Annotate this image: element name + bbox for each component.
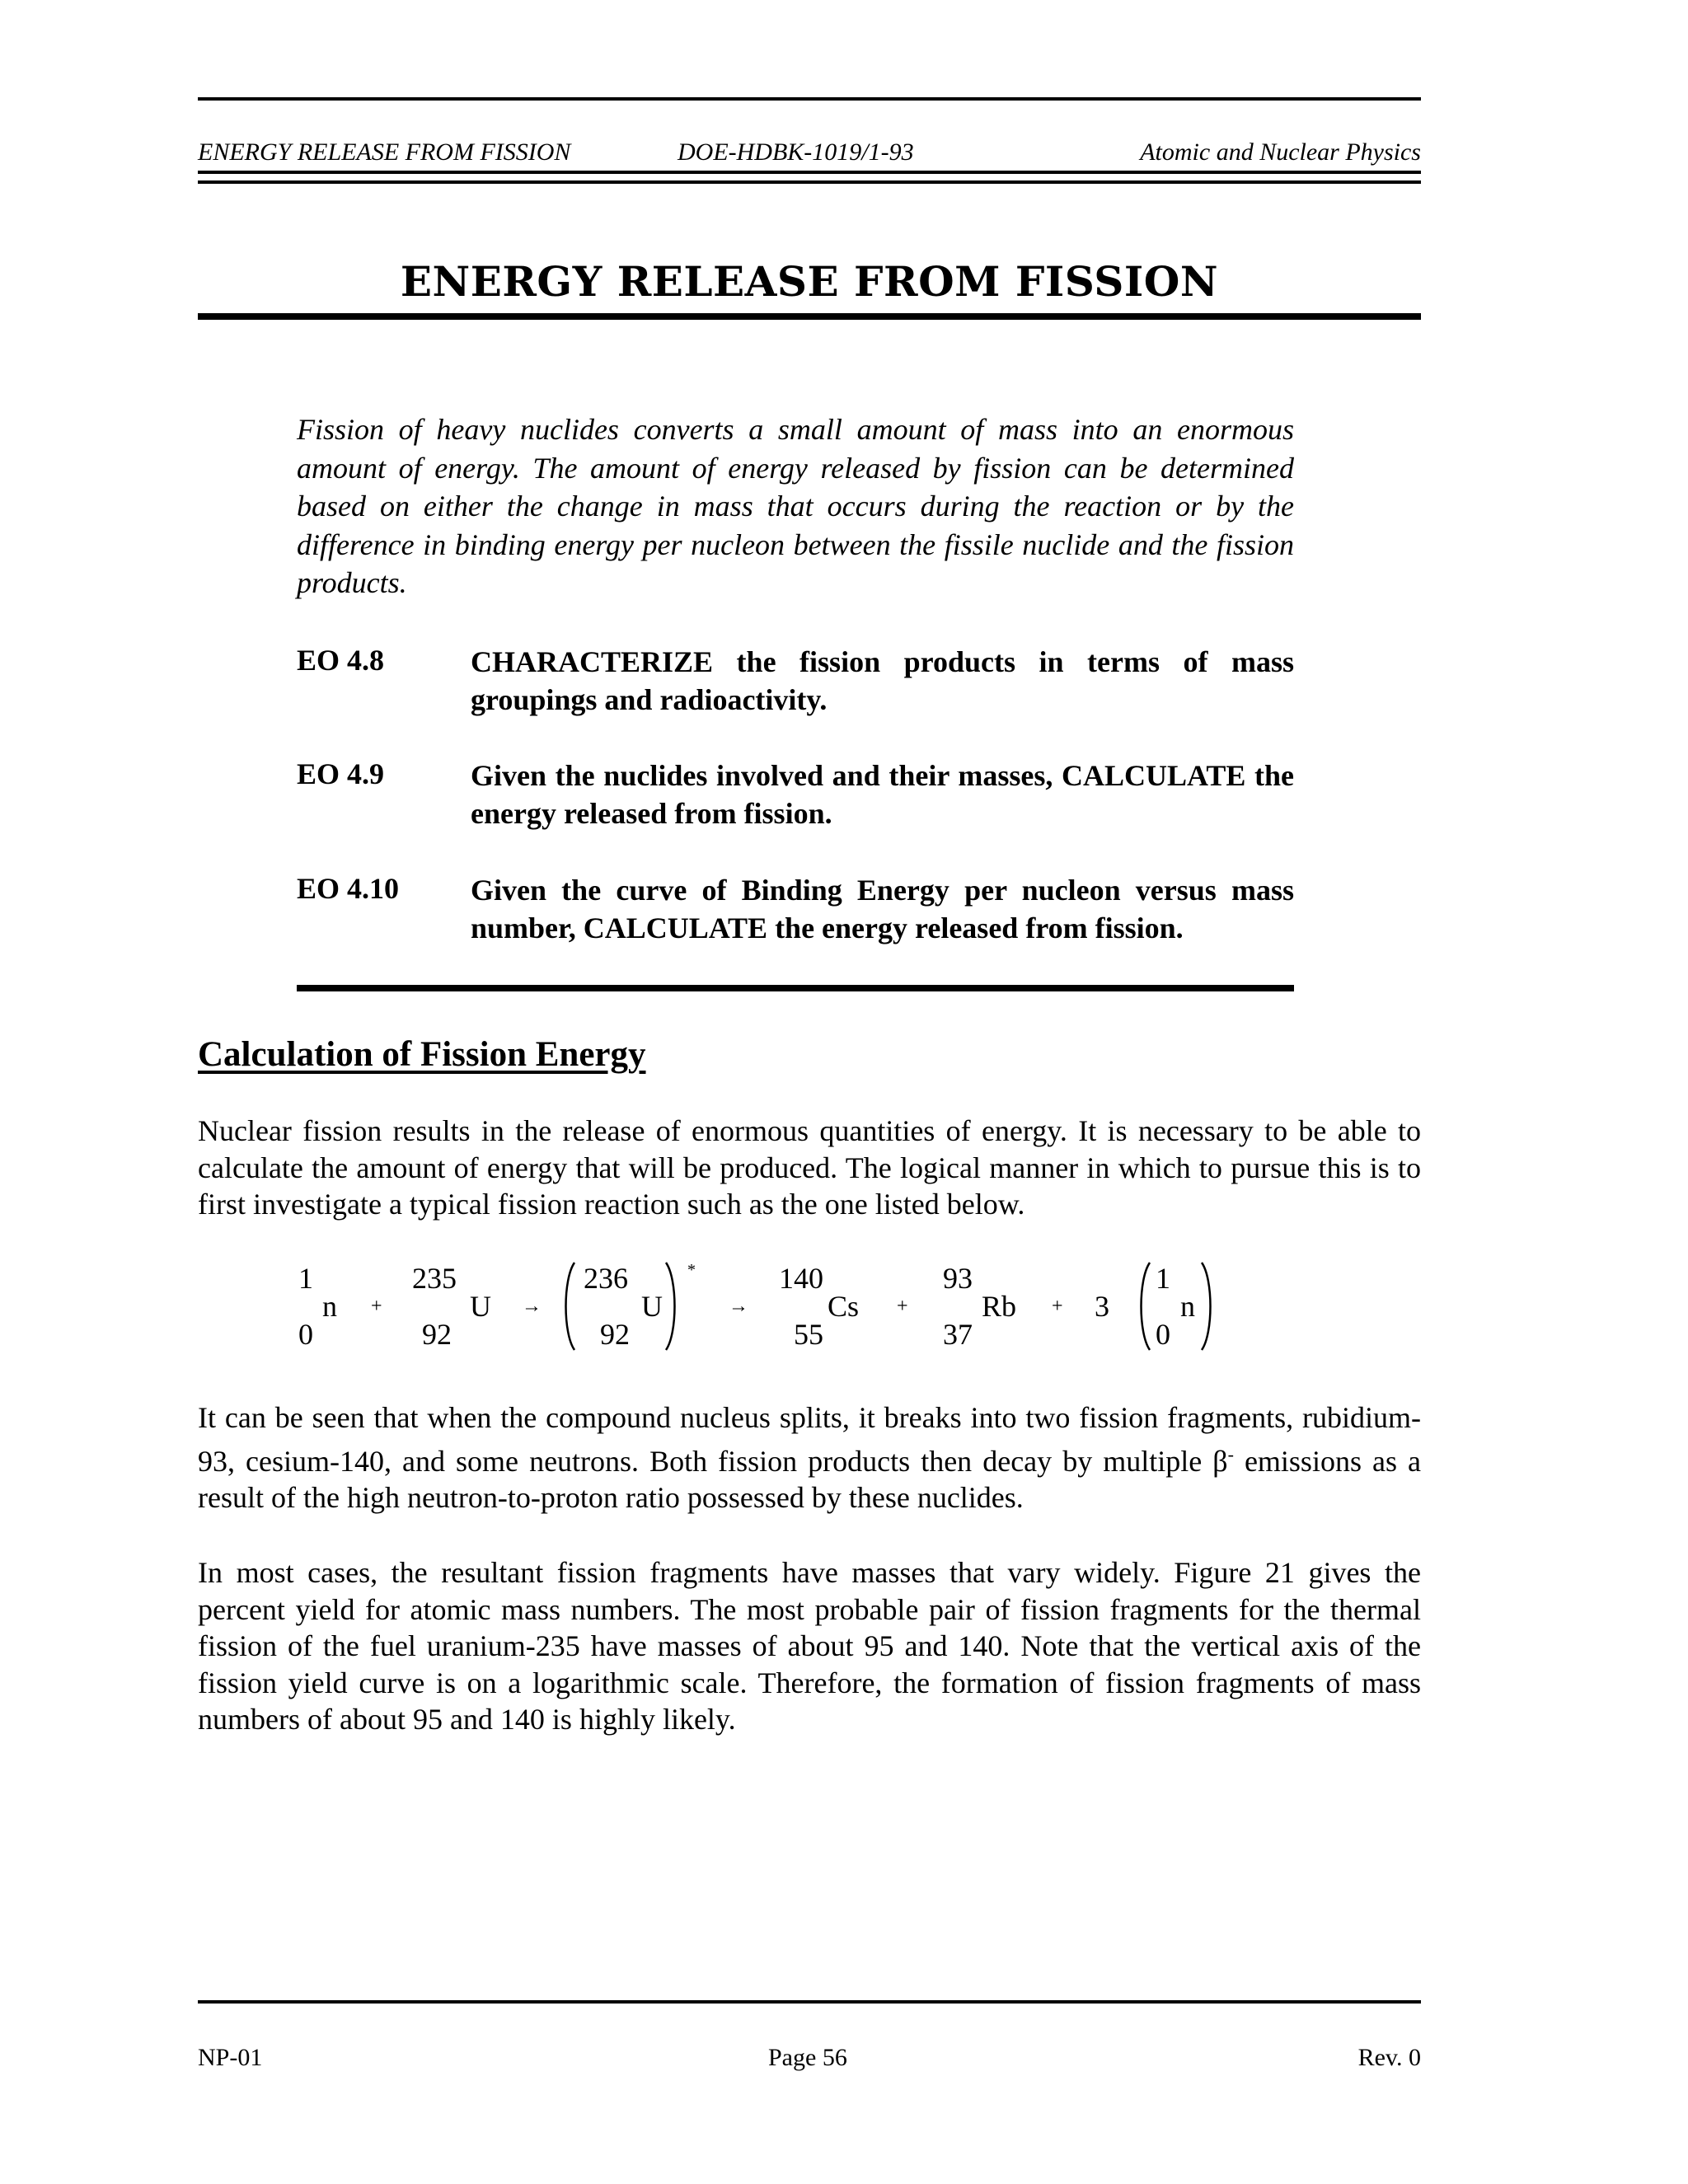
neutron-symbol: n (322, 1290, 337, 1323)
objective-id: EO 4.9 (297, 757, 385, 790)
neutron-out-atomic-number: 0 (1156, 1318, 1170, 1351)
header-left: ENERGY RELEASE FROM FISSION (198, 138, 571, 166)
intro-paragraph: Fission of heavy nuclides converts a small amount of mass into an enormous amount of energy. The amount of energy released by fission can be determined based on either the change in mass that occurs during the reaction or by the difference in binding energy per nucleon between the fissile nuclide and the fission products. (297, 413, 1294, 599)
page-title: ENERGY RELEASE FROM FISSION (400, 257, 1219, 306)
rubidium-symbol: Rb (982, 1290, 1017, 1323)
header-center: DOE-HDBK-1019/1-93 (678, 138, 914, 166)
decay-text: It can be seen that when the compound nucleus splits, it breaks into two fission fragments, rubidium-93, cesium-140, and some neutrons. Both fission products then decay by multiple β (198, 1401, 1421, 1478)
compound-symbol: U (641, 1290, 663, 1323)
plus-sign: + (371, 1296, 382, 1317)
excited-state-star: * (687, 1261, 696, 1279)
header-bottom-rule-2 (198, 180, 1421, 184)
section-title: Calculation of Fission Energy (198, 1035, 646, 1074)
neutron-mass-number: 1 (298, 1262, 313, 1295)
right-paren (663, 1261, 680, 1352)
uranium-symbol: U (470, 1290, 491, 1323)
footer-rule (198, 2000, 1421, 2004)
compound-atomic-number: 92 (600, 1318, 630, 1351)
neutron-out-symbol: n (1180, 1290, 1195, 1323)
right-paren (1199, 1261, 1216, 1352)
objective-id: EO 4.8 (297, 644, 385, 677)
neutron-coefficient: 3 (1095, 1290, 1109, 1323)
plus-sign: + (897, 1296, 908, 1317)
footer-left: NP-01 (198, 2044, 263, 2071)
left-paren (1136, 1261, 1152, 1352)
reaction-arrow: → (729, 1296, 748, 1317)
decay-text-tail: emissions as a result of the high neutron-to-proton ratio possessed by these nuclides. (198, 1444, 1421, 1514)
plus-sign: + (1052, 1296, 1063, 1317)
header-bottom-rule-1 (198, 171, 1421, 174)
cesium-atomic-number: 55 (794, 1318, 823, 1351)
body-paragraph: In most cases, the resultant fission fragments have masses that vary widely. Figure 21 gives the percent yield for atomic mass numbers. The most probable pair of fission fragments for the thermal fission of the fuel uranium-235 have masses of about 95 and 140. Note that the vertical axis of the fission yield curve is on a logarithmic scale. Therefore, the formation of fission fragments of mass numbers of about 95 and 140 is highly likely. (198, 1556, 1421, 1736)
cesium-mass-number: 140 (779, 1262, 823, 1295)
rubidium-atomic-number: 37 (943, 1318, 973, 1351)
page-number: Page 56 (768, 2044, 847, 2071)
objectives-rule (297, 985, 1294, 991)
cesium-symbol: Cs (828, 1290, 860, 1323)
uranium-atomic-number: 92 (422, 1318, 452, 1351)
objective-text: Given the curve of Binding Energy per nucleon versus mass number, CALCULATE the energy released from fission. (471, 874, 1294, 944)
objective-text: CHARACTERIZE the fission products in terms of mass groupings and radioactivity. (471, 645, 1294, 716)
uranium-mass-number: 235 (412, 1262, 457, 1295)
compound-mass-number: 236 (584, 1262, 628, 1295)
neutron-atomic-number: 0 (298, 1318, 313, 1351)
objective-text: Given the nuclides involved and their masses, CALCULATE the energy released from fission. (471, 759, 1294, 830)
objective-id: EO 4.10 (297, 872, 400, 905)
beta-minus-superscript: - (1227, 1443, 1234, 1465)
rubidium-mass-number: 93 (943, 1262, 973, 1295)
left-paren (560, 1261, 577, 1352)
reaction-arrow: → (522, 1296, 542, 1317)
header-top-rule (198, 97, 1421, 101)
footer-right: Rev. 0 (1357, 2044, 1421, 2071)
neutron-out-mass-number: 1 (1156, 1262, 1170, 1295)
header-right: Atomic and Nuclear Physics (1140, 138, 1421, 166)
body-paragraph: Nuclear fission results in the release of enormous quantities of energy. It is necessary to be able to calculate the amount of energy that will be produced. The logical manner in which to pursue this is to first investigate a typical fission reaction such as the one listed below. (198, 1114, 1421, 1221)
body-paragraph (198, 1399, 1421, 1516)
title-rule (198, 313, 1421, 320)
